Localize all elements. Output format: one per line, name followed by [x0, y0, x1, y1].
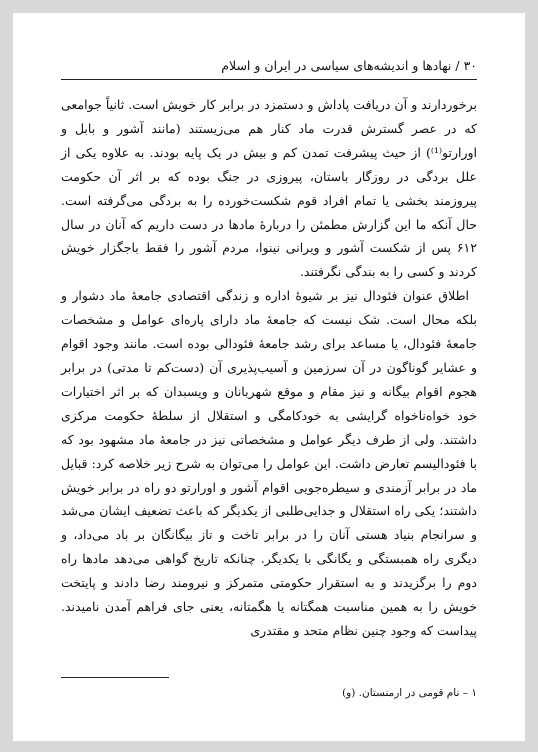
running-head: ۳۰ / نهادها و اندیشه‌های سیاسی در ایران و اسلام	[61, 55, 477, 80]
book-page	[13, 13, 525, 741]
main-text	[61, 93, 477, 643]
footnote-separator	[61, 677, 169, 678]
paragraph: اطلاق عنوان فئودال نیز بر شیوهٔ اداره و زندگی اقتصادی جامعهٔ ماد دشوار و بلکه محال است. شک نیست که جامعهٔ ماد دارای پاره‌ای عوامل و مشخصات جامعهٔ فئودال، یا مساعد برای رشد جامعهٔ فئودالی بوده است. مانند وجود اقوام و عشایر گوناگون در آن سرزمین و آسیب‌پذیری آن (دست‌کم تا مدتی) در برابر هجوم اقوام بیگانه و نیز مقام و موقع شهربانان و ویسبدان که بر اثر اختیارات خود خواه‌ناخواه گرایشی به خودکامگی و استقلال از سلطهٔ حکومت مرکزی داشتند. ولی از طرف دیگر عوامل و مشخصاتی نیز در جامعهٔ ماد مشهود بود که با فئودالیسم تعارض داشت. این عوامل را می‌توان به شرح زیر خلاصه کرد: قبایل ماد در برابر آزمندی و سیطره‌جویی اقوام آشور و اورارتو دو راه در برابر خویش داشتند؛ یکی راه استقلال و جدایی‌طلبی از یکدیگر که باعث تضعیف ایشان می‌شد و سرانجام بنیاد هستی آنان را در برابر تاخت و تاز بیگانگان بر باد می‌داد، و دیگری راه همبستگی و یگانگی با یکدیگر. چنانکه تاریخ گواهی می‌دهد مادها راه دوم را برگزیدند و به استقرار حکومتی متمرکز و نیرومند رضا دادند و پایتخت خویش را به همین مناسبت همگتانه یا هگمتانه، یعنی جای فراهم آمدن نامیدند. پیداست که وجود چنین نظام متحد و مقتدری	[61, 288, 477, 638]
paragraph: برخوردارند و آن دریافت پاداش و دستمزد در برابر کار خویش است. ثانیاً جوامعی که در عصر گسترش قدرت ماد کنار هم می‌زیستند (مانند آشور و بابل و اورارتو⁽¹⁾) از حیث پیشرفت تمدن کم و بیش در یک پایه بودند. به علاوه یکی از علل بردگی در روزگار باستان، پیروزی در جنگ بوده که بر اثر آن حکومت پیروزمند بخشی یا تمام افراد قوم شکست‌خورده را به بردگی می‌گرفته است. حال آنکه ما این گزارش مطمئن را دربارهٔ مادها در دست داریم که آنان در سال ۶۱۲ پس از شکست آشور و ویرانی نینوا، مردم آشور را فقط باجگزار خویش کردند و کسی را به بندگی نگرفتند.	[61, 97, 477, 280]
footnote: ۱ – نام قومی در ارمنستان. (و)	[342, 687, 477, 699]
